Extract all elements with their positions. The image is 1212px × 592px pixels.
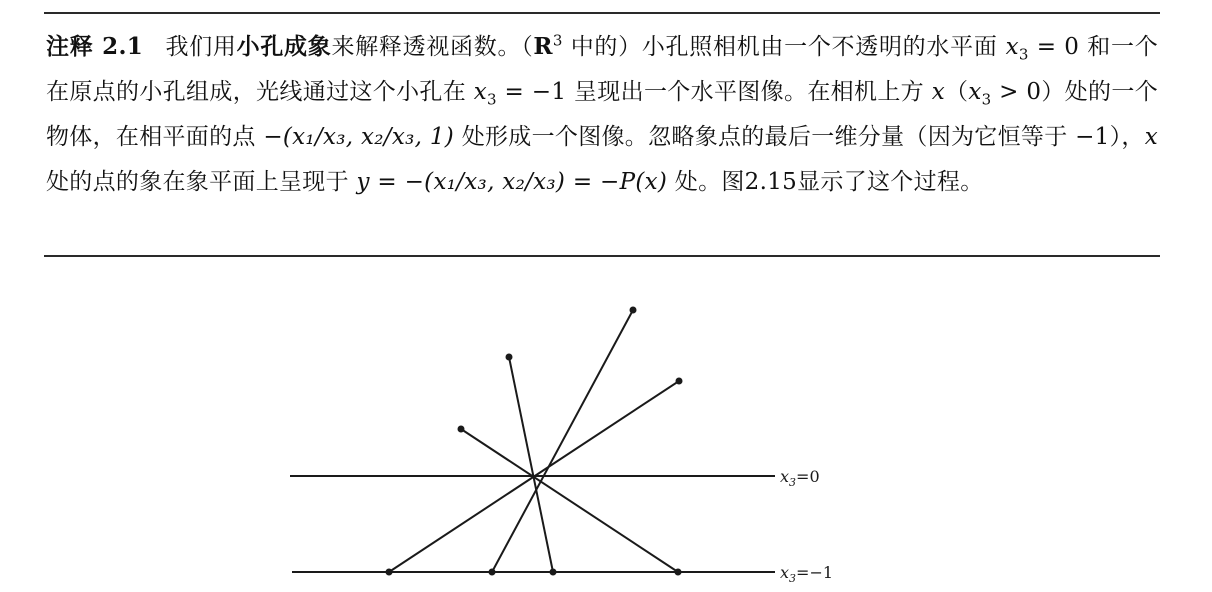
remark-text: 我们用 bbox=[165, 34, 237, 60]
label-x3-neg1: $x_3=-1$ bbox=[780, 563, 834, 585]
remark-emph: 小孔成象 bbox=[236, 33, 332, 60]
remark-text: 处的点的象在象平面上呈现于 bbox=[46, 169, 357, 195]
object-point bbox=[676, 378, 683, 385]
remark-text: 处。图2.15显示了这个过程。 bbox=[667, 169, 984, 195]
object-point bbox=[630, 307, 637, 314]
remark-text: 呈现出一个水平图像。在相机上方 bbox=[566, 79, 932, 105]
image-point bbox=[386, 569, 393, 576]
image-point bbox=[489, 569, 496, 576]
remark-text: 处形成一个图像。忽略象点的最后一维分量（因为它恒等于 −1）， bbox=[454, 124, 1145, 150]
remark-text: 和一个在原点的小孔组成，光线通过这个小孔在 bbox=[46, 34, 1159, 105]
remark-label: 注释 2.1 bbox=[46, 33, 144, 60]
ray-line bbox=[461, 429, 678, 572]
remark-text: ）处的一个物体，在相平面的点 bbox=[46, 79, 1158, 150]
remark-text: （ bbox=[944, 79, 969, 105]
label-x3-0: $x_3=0$ bbox=[780, 467, 820, 489]
math-image-point: −(x₁/x₃, x₂/x₃, 1) bbox=[263, 124, 455, 150]
remark-text: 来解释透视函数。（ bbox=[331, 34, 534, 60]
math-image-plane: $x_3 = -1$ bbox=[473, 79, 567, 109]
math-plane: $x_3 = 0$ bbox=[1005, 34, 1080, 64]
object-point bbox=[458, 426, 465, 433]
image-point bbox=[550, 569, 557, 576]
math-projection: y = −(x₁/x₃, x₂/x₃) = −P(x) bbox=[356, 169, 668, 195]
ray-line bbox=[492, 310, 633, 572]
r-exponent: 3 bbox=[552, 31, 563, 50]
image-point bbox=[675, 569, 682, 576]
math-condition: $x_3 > 0$ bbox=[968, 79, 1042, 109]
math-object: x bbox=[931, 79, 945, 105]
math-at: x bbox=[1144, 124, 1158, 150]
remark-text: 中的）小孔照相机由一个不透明的水平面 bbox=[562, 34, 1006, 60]
r-symbol: R bbox=[533, 33, 553, 60]
object-point bbox=[506, 354, 513, 361]
